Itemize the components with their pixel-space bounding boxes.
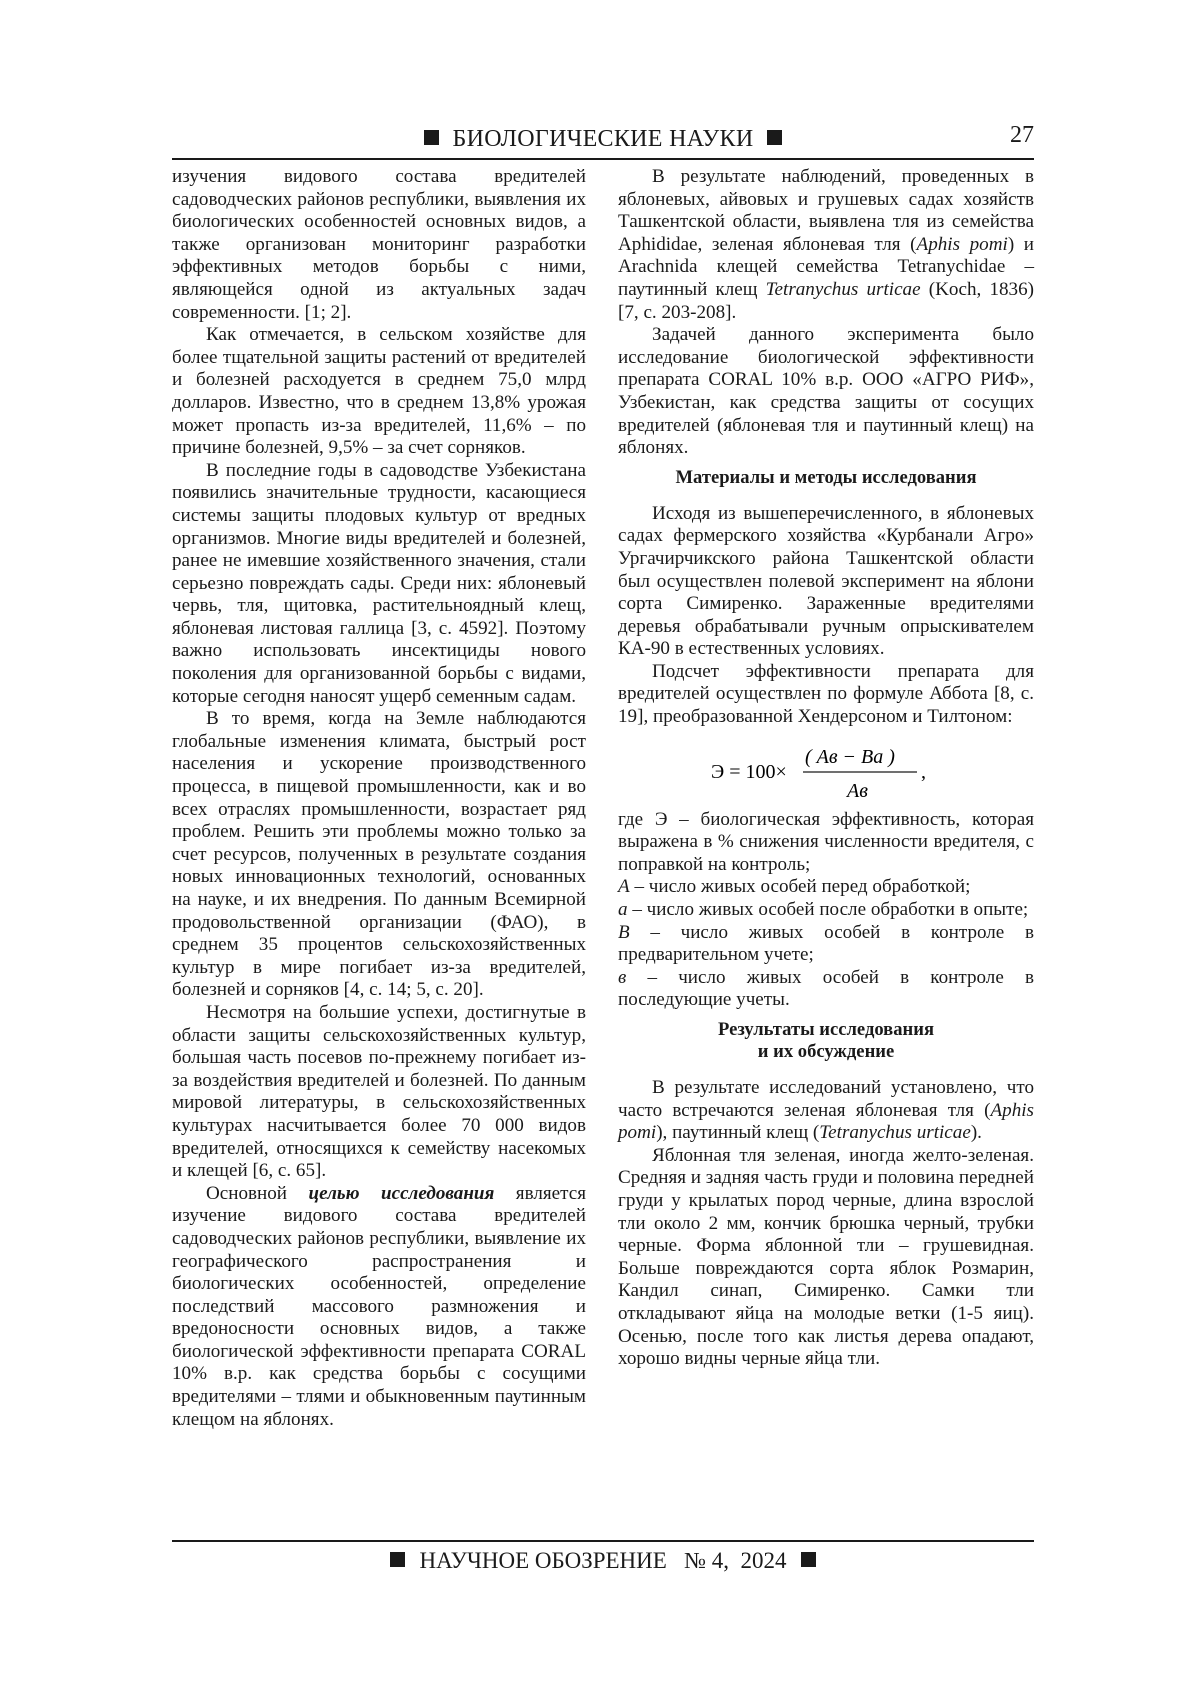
- section-title-text: БИОЛОГИЧЕСКИЕ НАУКИ: [452, 126, 754, 152]
- paragraph: Исходя из вышеперечисленного, в яблоневых садах фермерского хозяйства «Курбанали Агро» Ургачирчикского района Ташкентской области был осуществлен полевой эксперимент на яблони сорта Симиренко. Зараженные вредителями деревья обрабатывали ручным опрыскивателем КА-90 в естественных условиях.: [618, 502, 1034, 660]
- formula-denominator: Ав: [847, 779, 868, 801]
- paragraph: В результате наблюдений, проведенных в яблоневых, айвовых и грушевых садах хозяйств Ташкентской области, выявлена тля из семейства Aphididae, зеленая яблоневая тля (Aphis pomi) и Arachnida клещей семейства Tetranychidae – паутинный клещ Tetranychus urticae (Koch, 1836) [7, с. 203-208].: [618, 166, 1034, 323]
- journal-issue: № 4,: [684, 1548, 730, 1573]
- page-number: 27: [1010, 122, 1034, 148]
- section-title: [172, 126, 1034, 153]
- square-bullet-icon: [390, 1552, 405, 1567]
- paragraph: Подсчет эффективности препарата для вредителей осуществлен по формуле Аббота [8, с. 19], преобразованной Хендерсоном и Тилтоном:: [618, 660, 1034, 728]
- formula-graphic: [711, 741, 941, 801]
- paragraph: Несмотря на большие успехи, достигнутые в области защиты сельскохозяйственных культур, большая часть посевов по-прежнему погибает из-за воздействия вредителей и болезней. По данным мировой литературы, в сельскохозяйственных культурах насчитывается более 70 000 видов вредителей, относящихся к семейству насекомых и клещей [6, с. 65].: [172, 1001, 586, 1182]
- formula-lhs: Э = 100×: [711, 760, 787, 783]
- left-column: [172, 166, 586, 1431]
- heading-results: Результаты исследования и их обсуждение: [717, 1019, 935, 1062]
- paragraph: Как отмечается, в сельском хозяйстве для более тщательной защиты растений от вредителей и болезней расходуется в среднем 75,0 млрд долларов. Известно, что в среднем 13,8% урожая может пропасть из-за вредителей, 11,6% – по причине болезней, 9,5% – за счет сорняков.: [172, 324, 586, 459]
- right-column: [618, 166, 1034, 1371]
- square-bullet-icon: [801, 1552, 816, 1567]
- definition-item: а – число живых особей после обработки в опыте;: [618, 899, 1029, 921]
- running-footer: [172, 1540, 1034, 1574]
- abbott-formula: [618, 741, 1034, 801]
- paragraph: В результате исследований установлено, что часто встречаются зеленая яблоневая тля (Aphis pomi), паутинный клещ (Tetranychus urticae).: [618, 1077, 1034, 1144]
- journal-name: НАУЧНОЕ ОБОЗРЕНИЕ: [419, 1548, 667, 1573]
- paragraph: Задачей данного эксперимента было исследование биологической эффективности препарата CORAL 10% в.р. ООО «АГРО РИФ», Узбекистан, как средства защиты от сосущих вредителей (яблоневая тля и паутинный клещ) на яблонях.: [618, 324, 1034, 459]
- journal-year: 2024: [740, 1548, 787, 1573]
- paragraph: изучения видового состава вредителей садоводческих районов республики, выявления их биологических особенностей основных видов, а также организован мониторинг разработки эффективных методов борьбы с ними, являющейся одной из актуальных задач современности. [1; 2].: [172, 166, 586, 323]
- journal-title: [172, 1548, 1034, 1574]
- paragraph-aim: Основной целью исследования является изучение видового состава вредителей садоводческих районов республики, выявление их географического распространения и биологических особенностей, определение последствий массового размножения и вредоносности основных видов, а также биологической эффективности препарата CORAL 10% в.р. как средства борьбы с сосущими вредителями – тлями и обыкновенным паутинным клещом на яблонях.: [172, 1182, 586, 1430]
- paragraph: В то время, когда на Земле наблюдаются глобальные изменения климата, быстрый рост населения и ускорение производственного процесса, в пищевой промышленности, как и во всех отраслях промышленности, возрастает ряд проблем. Решить эти проблемы можно только за счет ресурсов, полученных в результате создания новых инновационных технологий, основанных на науке, и их внедрения. По данным Всемирной продовольственной организации (ФАО), в среднем 35 процентов сельскохозяйственных культур в мире погибает из-за вредителей, болезней и сорняков [4, с. 14; 5, с. 20].: [172, 708, 586, 1001]
- formula-numerator: ( Ав − Ва ): [805, 745, 895, 768]
- paragraph: где Э – биологическая эффективность, которая выражена в % снижения численности вредителя, с поправкой на контроль;: [618, 808, 1034, 875]
- running-header: [172, 118, 1034, 160]
- square-bullet-icon: [767, 130, 782, 145]
- definition-item: В – число живых особей в контроле в предварительном учете;: [618, 921, 1034, 966]
- paragraph: В последние годы в садоводстве Узбекистана появились значительные трудности, касающиеся системы защиты плодовых культур от вредных организмов. Многие виды вредителей и болезней, ранее не имевшие хозяйственного значения, стали серьезно повреждать сады. Среди них: яблоневый червь, тля, щитовка, растительноядный клещ, яблоневая листовая галлица [3, с. 4592]. Поэтому важно использовать инсектициды нового поколения для организованной борьбы с видами, которые сегодня наносят ущерб семенным садам.: [172, 459, 586, 707]
- heading-methods: Материалы и методы исследования: [675, 466, 977, 488]
- paragraph: Яблонная тля зеленая, иногда желто-зеленая. Средняя и задняя часть груди и половина передней груди у крылатых пород черные, длина взрослой тли около 2 мм, кончик брюшка черный, трубки черные. Форма яблонной тли – грушевидная. Больше повреждаются сорта яблок Розмарин, Кандил синап, Симиренко. Самки тли откладывают яйца на молодые ветки (1-5 яиц). Осенью, после того как листья дерева опадают, хорошо видны черные яйца тли.: [618, 1144, 1034, 1370]
- definition-item: А – число живых особей перед обработкой;: [618, 876, 971, 898]
- formula-trail: ,: [921, 760, 926, 783]
- definition-item: в – число живых особей в контроле в последующие учеты.: [618, 966, 1034, 1011]
- square-bullet-icon: [424, 130, 439, 145]
- aim-emphasis: целью исследования: [308, 1182, 495, 1204]
